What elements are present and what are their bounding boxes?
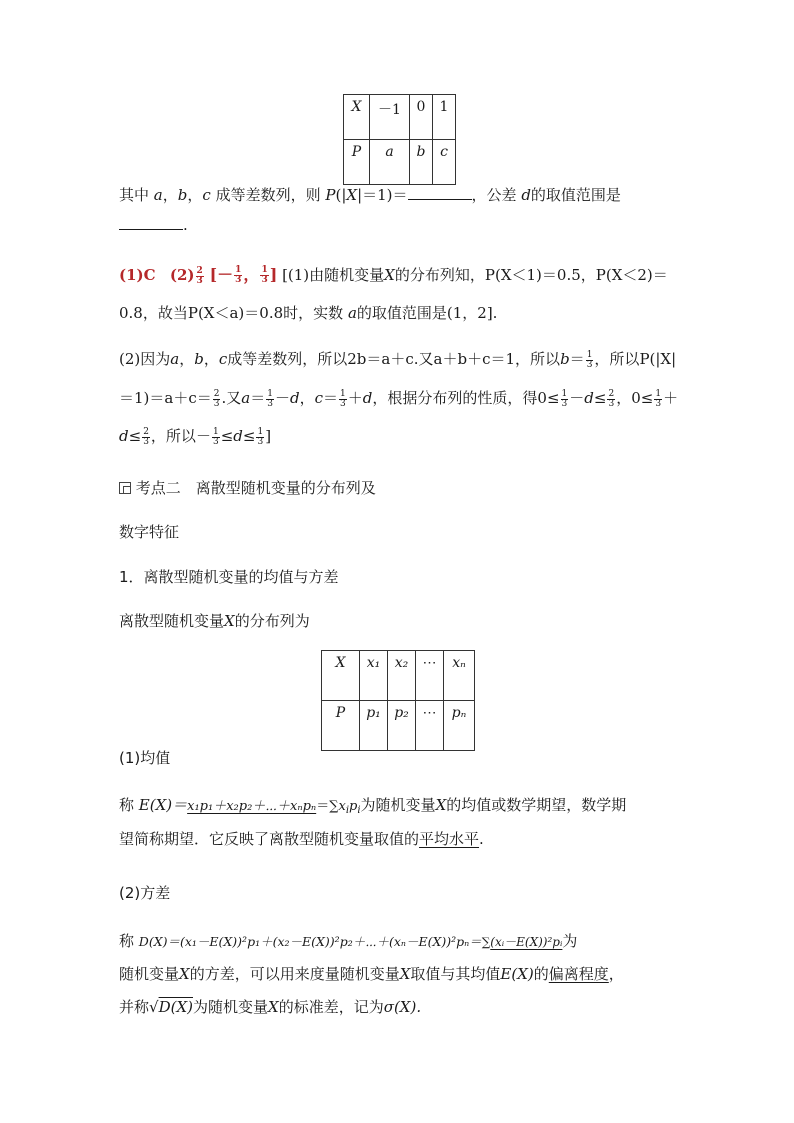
table-cell: 0 — [410, 95, 433, 140]
answer-line-4: ＝1)＝a＋c＝ $\frac{2}{3}$ .又a＝ $\frac{1}{3}$ －d，c＝ $\frac{1}{3}$ ＋d，根据分布列的性质，得0≤ $\frac{1}{3}$ －d≤ $\frac{2}{3}$ ，0≤ $\frac{1}{3}$ ＋ — [119, 388, 679, 409]
table-cell: x₂ — [388, 651, 416, 701]
table-cell: ⋯ — [416, 701, 444, 751]
table-row — [322, 651, 475, 701]
table-cell: ⋯ — [416, 651, 444, 701]
variance-label: (2)方差 — [119, 884, 171, 902]
table-row — [344, 140, 456, 185]
mean-label: (1)均值 — [119, 749, 171, 767]
answer-line-1: (1)C (2) $\frac{2}{3}$ [－ $\frac{1}{3}$ ， $\frac{1}{3}$ ] [(1)由随机变量X的分布列知，P(X＜1)＝0.5，P(X＜2)＝ — [119, 265, 668, 286]
table-cell: a — [370, 140, 410, 185]
problem-line-1: 其中 a，b，c 成等差数列，则 P(|X|＝1)＝ ，公差 d的取值范围是 — [119, 186, 621, 204]
table-cell: －1 — [370, 95, 410, 140]
table-cell: b — [410, 140, 433, 185]
table-cell: X — [322, 651, 360, 701]
table-cell: X — [344, 95, 370, 140]
section-title-line-2: 数字特征 — [119, 523, 180, 541]
variance-line-1: 称 D(X)＝(x₁－E(X))²p₁＋(x₂－E(X))²p₂＋⋯＋(xₙ－E(X))²pₙ＝∑(xᵢ－E(X))²pᵢ为 — [119, 932, 578, 950]
variance-line-2: 随机变量X的方差，可以用来度量随机变量X取值与其均值E(X)的偏离程度， — [119, 965, 624, 983]
table-cell: 1 — [433, 95, 456, 140]
section-marker-icon — [119, 482, 131, 494]
answer-blank[interactable] — [119, 229, 183, 230]
table-cell: pₙ — [444, 701, 475, 751]
table-cell: p₁ — [360, 701, 388, 751]
table-cell: xₙ — [444, 651, 475, 701]
sqrt-variance: D(X) — [158, 998, 193, 1016]
subsection-heading: 1．离散型随机变量的均值与方差 — [119, 568, 339, 586]
table-cell: P — [322, 701, 360, 751]
variance-line-3: 并称√D(X)为随机变量X的标准差，记为σ(X). — [119, 998, 422, 1016]
answer-line-3: (2)因为a，b，c成等差数列，所以2b＝a＋c.又a＋b＋c＝1，所以b＝ $\frac{1}{3}$ ，所以P(|X| — [119, 349, 677, 370]
mean-line-1: 称 $E(X)=x_1p_1+x_2p_2+\cdots+x_np_n=\sum x_ip_i$为随机变量X的均值或数学期望，数学期 — [119, 796, 627, 816]
table-cell: P — [344, 140, 370, 185]
answer-line-2: 0.8，故当P(X＜a)＝0.8时，实数 a的取值范围是(1，2]. — [119, 304, 498, 322]
table-row — [322, 701, 475, 751]
table-cell: c — [433, 140, 456, 185]
intro-text: 离散型随机变量X的分布列为 — [119, 612, 310, 630]
table-row — [344, 95, 456, 140]
answer-line-5: d≤ $\frac{2}{3}$ ，所以－ $\frac{1}{3}$ ≤d≤ $\frac{1}{3}$ ] — [119, 426, 272, 447]
distribution-table-1 — [343, 94, 456, 185]
distribution-table-2 — [321, 650, 475, 751]
table-cell: x₁ — [360, 651, 388, 701]
mean-line-2: 望简称期望．它反映了离散型随机变量取值的平均水平. — [119, 830, 484, 848]
section-title: 考点二 离散型随机变量的分布列及 — [119, 477, 376, 498]
table-cell: p₂ — [388, 701, 416, 751]
answer-blank[interactable] — [408, 199, 472, 200]
problem-line-2: . — [119, 216, 188, 234]
